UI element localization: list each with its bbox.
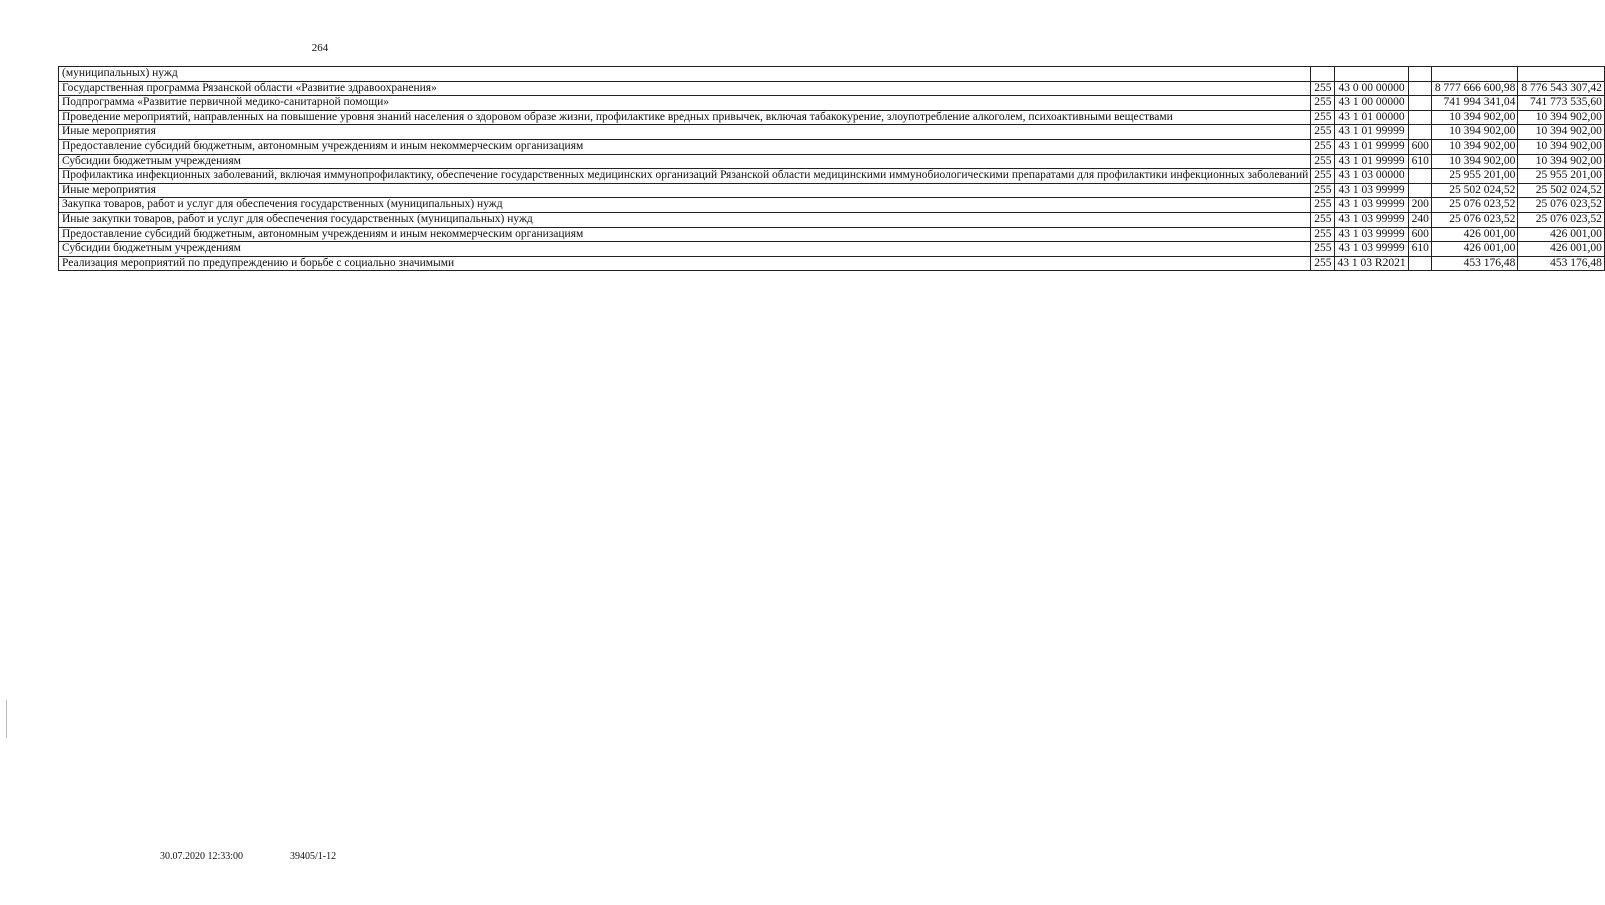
row-code: 255 — [1311, 242, 1334, 257]
row-amount-1: 10 394 902,00 — [1431, 154, 1518, 169]
table-row — [59, 183, 1605, 198]
row-amount-1: 10 394 902,00 — [1431, 125, 1518, 140]
row-expense-type: 610 — [1408, 154, 1431, 169]
budget-table-body — [59, 67, 1605, 271]
row-code: 255 — [1311, 81, 1334, 96]
row-amount-1: 10 394 902,00 — [1431, 139, 1518, 154]
table-row — [59, 227, 1605, 242]
row-classifier: 43 1 00 00000 — [1334, 96, 1408, 111]
row-name: Субсидии бюджетным учреждениям — [59, 242, 1311, 257]
row-amount-2: 25 076 023,52 — [1518, 198, 1605, 213]
row-expense-type: 610 — [1408, 242, 1431, 257]
table-row — [59, 154, 1605, 169]
row-code — [1311, 67, 1334, 82]
row-classifier — [1334, 67, 1408, 82]
table-row — [59, 198, 1605, 213]
row-expense-type — [1408, 169, 1431, 184]
row-expense-type: 240 — [1408, 212, 1431, 227]
row-amount-2 — [1518, 67, 1605, 82]
row-code: 255 — [1311, 125, 1334, 140]
table-row — [59, 125, 1605, 140]
row-amount-2: 10 394 902,00 — [1518, 139, 1605, 154]
table-row — [59, 110, 1605, 125]
row-name: Предоставление субсидий бюджетным, автономным учреждениям и иным некоммерческим организациям — [59, 139, 1311, 154]
row-amount-2: 10 394 902,00 — [1518, 110, 1605, 125]
row-classifier: 43 1 03 99999 — [1334, 212, 1408, 227]
row-expense-type: 600 — [1408, 227, 1431, 242]
row-amount-2: 25 076 023,52 — [1518, 212, 1605, 227]
row-classifier: 43 1 03 99999 — [1334, 242, 1408, 257]
row-classifier: 43 1 03 99999 — [1334, 183, 1408, 198]
row-code: 255 — [1311, 212, 1334, 227]
row-amount-1: 25 076 023,52 — [1431, 212, 1518, 227]
row-amount-1 — [1431, 67, 1518, 82]
row-code: 255 — [1311, 139, 1334, 154]
row-amount-1: 25 502 024,52 — [1431, 183, 1518, 198]
row-classifier: 43 1 01 99999 — [1334, 139, 1408, 154]
row-expense-type — [1408, 110, 1431, 125]
row-amount-2: 8 776 543 307,42 — [1518, 81, 1605, 96]
row-amount-1: 25 955 201,00 — [1431, 169, 1518, 184]
row-name: Субсидии бюджетным учреждениям — [59, 154, 1311, 169]
row-name: Реализация мероприятий по предупреждению и борьбе с социально значимыми — [59, 256, 1311, 271]
table-row — [59, 169, 1605, 184]
row-name: Проведение мероприятий, направленных на повышение уровня знаний населения о здоровом образе жизни, профилактике вредных привычек, включая табакокурение, злоупотребление алкоголем, психоактивными веществами — [59, 110, 1311, 125]
row-amount-2: 25 502 024,52 — [1518, 183, 1605, 198]
row-amount-1: 741 994 341,04 — [1431, 96, 1518, 111]
row-code: 255 — [1311, 256, 1334, 271]
row-name: Предоставление субсидий бюджетным, автономным учреждениям и иным некоммерческим организациям — [59, 227, 1311, 242]
row-amount-1: 426 001,00 — [1431, 227, 1518, 242]
row-code: 255 — [1311, 154, 1334, 169]
row-classifier: 43 1 03 99999 — [1334, 227, 1408, 242]
row-name: Подпрограмма «Развитие первичной медико-санитарной помощи» — [59, 96, 1311, 111]
row-amount-1: 426 001,00 — [1431, 242, 1518, 257]
row-amount-2: 741 773 535,60 — [1518, 96, 1605, 111]
row-amount-2: 10 394 902,00 — [1518, 125, 1605, 140]
footer-reference: 39405/1-12 — [290, 851, 337, 862]
row-name: Иные закупки товаров, работ и услуг для обеспечения государственных (муниципальных) нужд — [59, 212, 1311, 227]
row-name: Государственная программа Рязанской области «Развитие здравоохранения» — [59, 81, 1311, 96]
row-code: 255 — [1311, 183, 1334, 198]
row-expense-type — [1408, 183, 1431, 198]
row-amount-2: 426 001,00 — [1518, 227, 1605, 242]
row-classifier: 43 1 03 R2021 — [1334, 256, 1408, 271]
row-classifier: 43 1 01 99999 — [1334, 154, 1408, 169]
row-classifier: 43 0 00 00000 — [1334, 81, 1408, 96]
row-name: (муниципальных) нужд — [59, 67, 1311, 82]
table-row — [59, 139, 1605, 154]
row-name: Закупка товаров, работ и услуг для обеспечения государственных (муниципальных) нужд — [59, 198, 1311, 213]
row-name: Иные мероприятия — [59, 183, 1311, 198]
row-amount-2: 453 176,48 — [1518, 256, 1605, 271]
budget-table — [58, 66, 1605, 271]
table-row — [59, 81, 1605, 96]
row-expense-type — [1408, 96, 1431, 111]
row-expense-type — [1408, 125, 1431, 140]
row-code: 255 — [1311, 198, 1334, 213]
row-amount-1: 10 394 902,00 — [1431, 110, 1518, 125]
row-amount-1: 25 076 023,52 — [1431, 198, 1518, 213]
row-amount-2: 10 394 902,00 — [1518, 154, 1605, 169]
table-row — [59, 212, 1605, 227]
row-expense-type: 600 — [1408, 139, 1431, 154]
row-expense-type — [1408, 67, 1431, 82]
row-code: 255 — [1311, 227, 1334, 242]
scan-artifact — [6, 700, 7, 738]
table-row — [59, 96, 1605, 111]
row-classifier: 43 1 03 99999 — [1334, 198, 1408, 213]
table-row — [59, 67, 1605, 82]
row-name: Профилактика инфекционных заболеваний, включая иммунопрофилактику, обеспечение государственных медицинских организаций Рязанской области медицинскими иммунобиологическими препаратами для профилактики инфекционных заболеваний — [59, 169, 1311, 184]
row-amount-1: 453 176,48 — [1431, 256, 1518, 271]
table-row — [59, 256, 1605, 271]
row-classifier: 43 1 01 99999 — [1334, 125, 1408, 140]
row-amount-2: 426 001,00 — [1518, 242, 1605, 257]
footer-datetime: 30.07.2020 12:33:00 — [160, 851, 244, 862]
page-number: 264 — [311, 42, 329, 54]
row-classifier: 43 1 01 00000 — [1334, 110, 1408, 125]
row-expense-type — [1408, 81, 1431, 96]
row-code: 255 — [1311, 96, 1334, 111]
row-expense-type — [1408, 256, 1431, 271]
row-amount-1: 8 777 666 600,98 — [1431, 81, 1518, 96]
row-amount-2: 25 955 201,00 — [1518, 169, 1605, 184]
row-expense-type: 200 — [1408, 198, 1431, 213]
row-classifier: 43 1 03 00000 — [1334, 169, 1408, 184]
row-name: Иные мероприятия — [59, 125, 1311, 140]
row-code: 255 — [1311, 169, 1334, 184]
row-code: 255 — [1311, 110, 1334, 125]
table-row — [59, 242, 1605, 257]
